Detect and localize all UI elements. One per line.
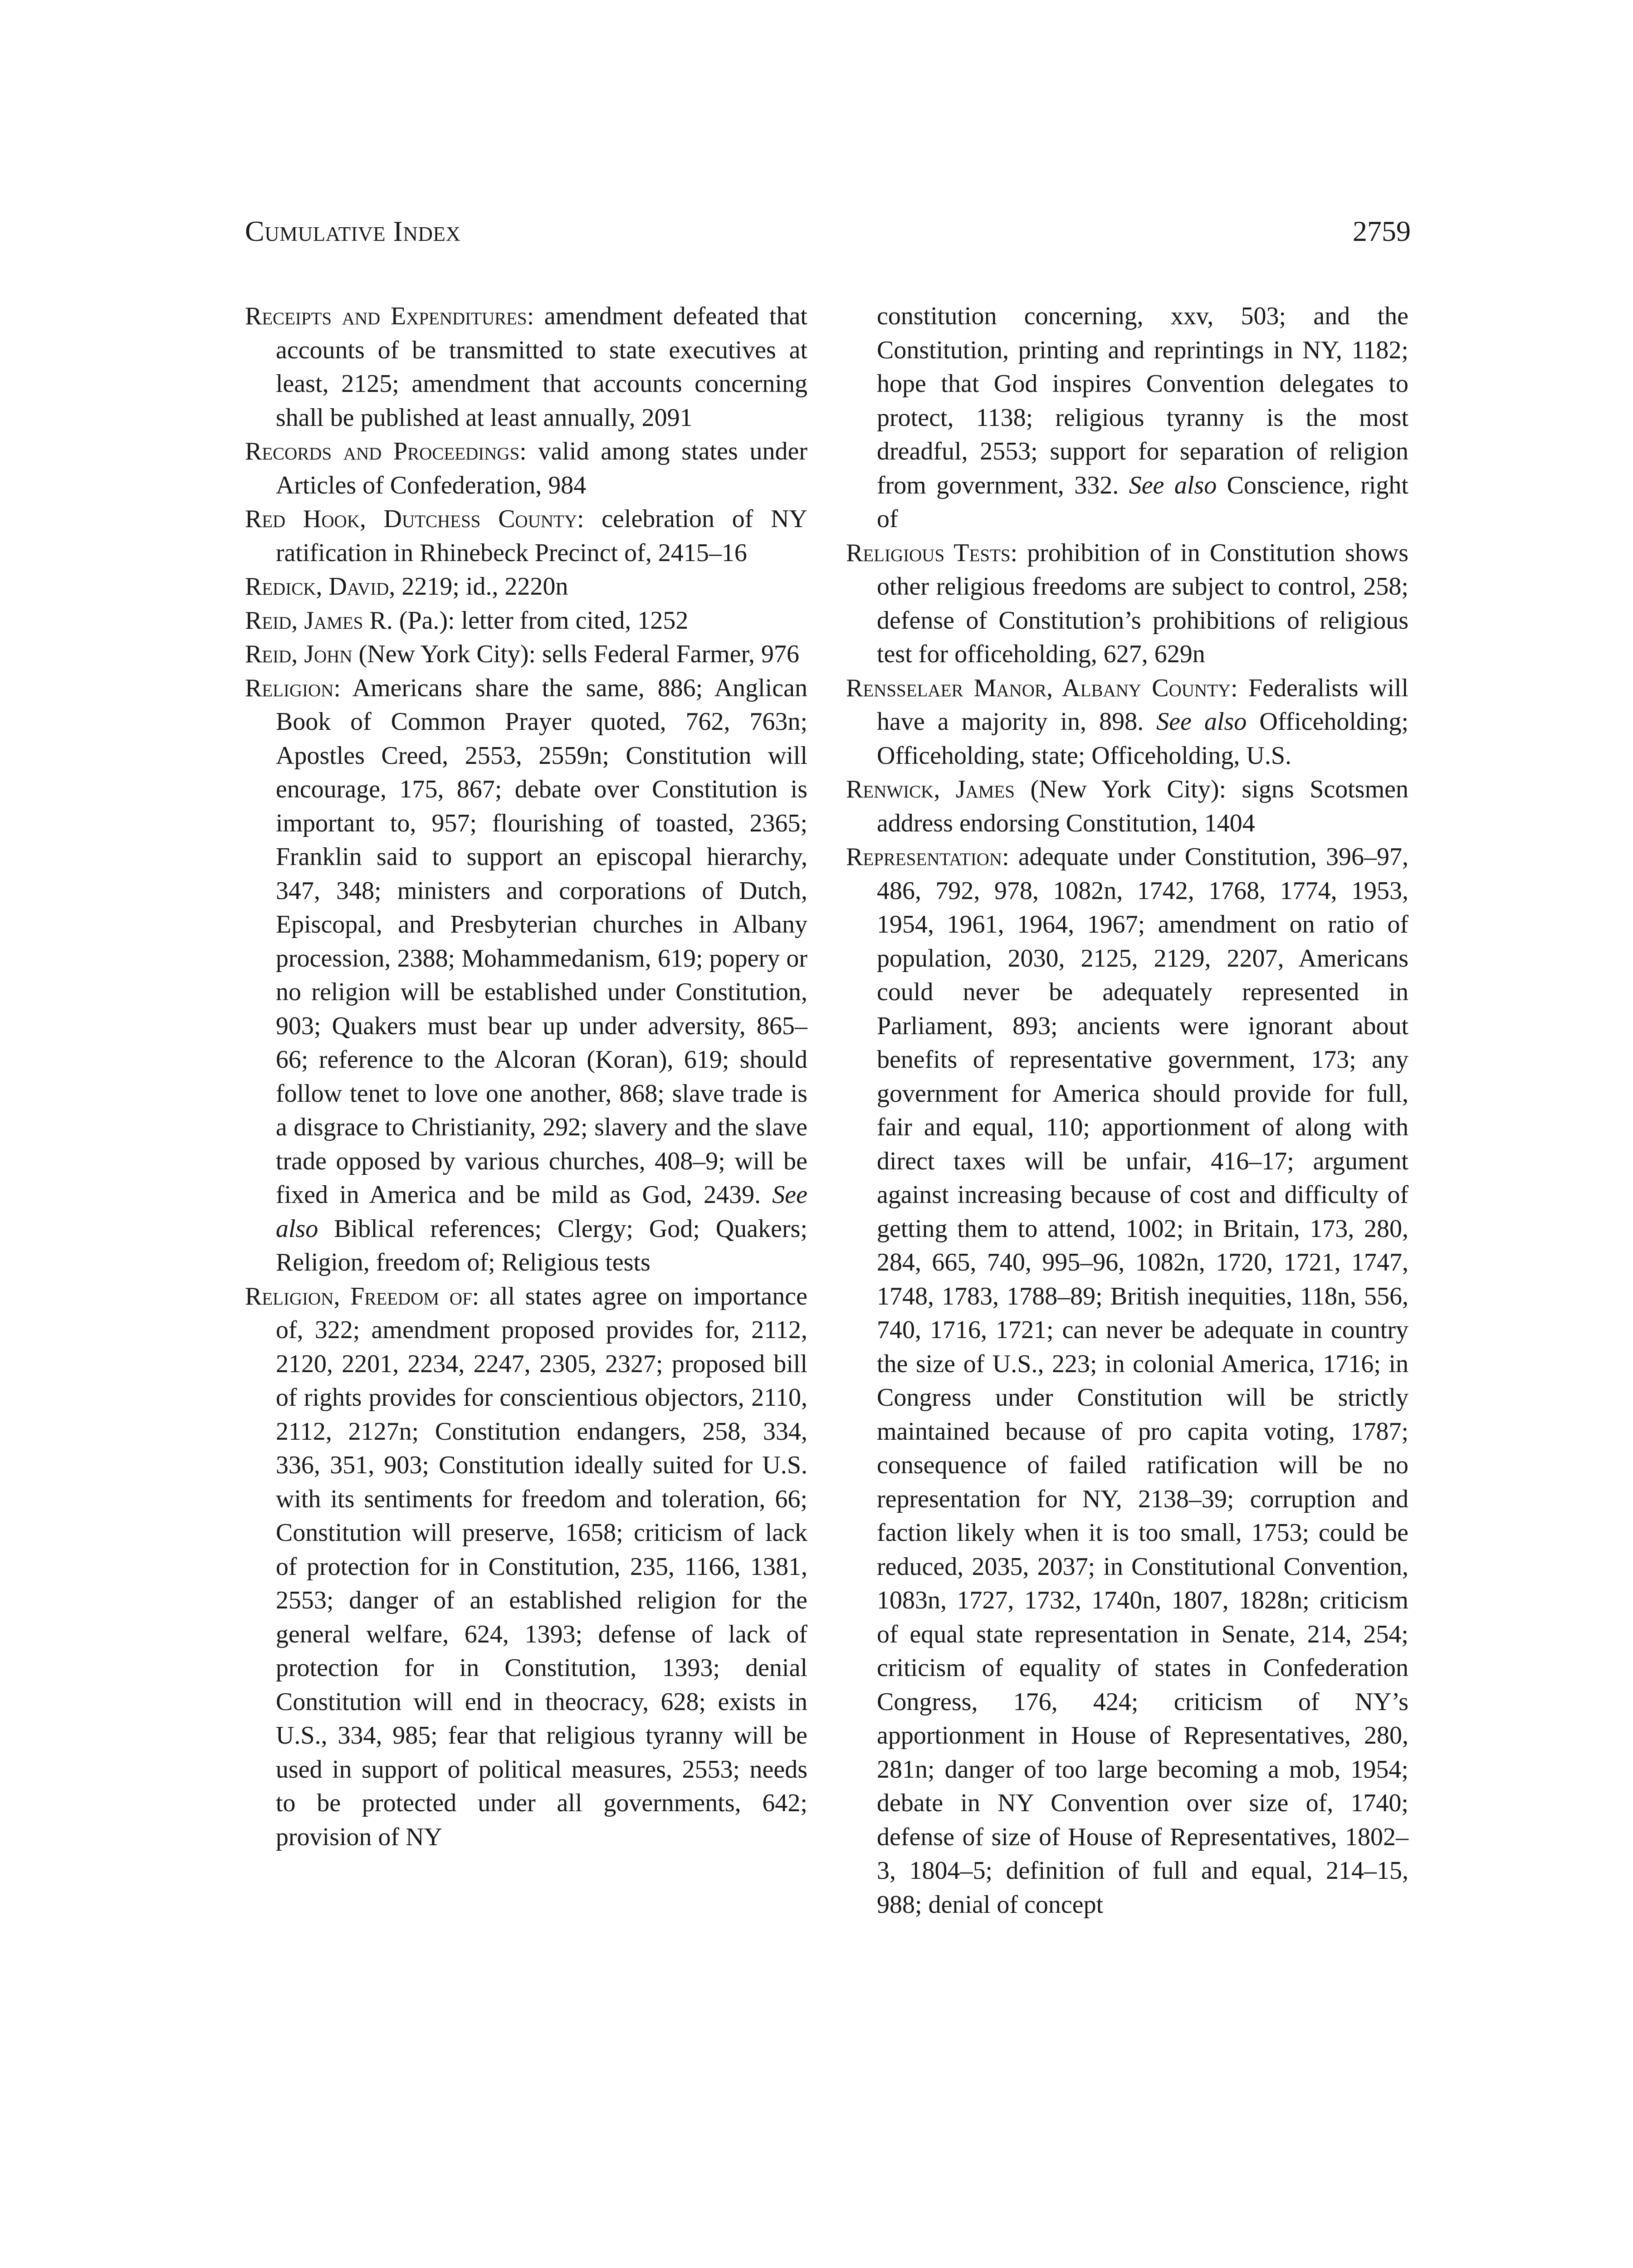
index-entry (245, 299, 807, 435)
entry-heading: Reid, James R. (245, 606, 393, 635)
entry-text: (Pa.): letter from cited, 1252 (392, 606, 689, 635)
entry-text: (New York City): sells Federal Farmer, 976 (352, 640, 800, 668)
entry-text: : Americans share the same, 886; Anglican Book of Common Prayer quoted, 762, 763n; Apostles Creed, 2553, 2559n; Constitution will encourage, 175, 867; debate over Constitution is important to, 957; flourishing of toasted, 2365; Franklin said to support an episcopal hierarchy, 347, 348; ministers and corporations of Dutch, Episcopal, and Presbyterian churches in Albany procession, 2388; Mohammedanism, 619; popery or no religion will be established under Constitution, 903; Quakers must bear up under adversity, 865–66; reference to the Alcoran (Koran), 619; should follow tenet to love one another, 868; slave trade is a disgrace to Christianity, 292; slavery and the slave trade opposed by various churches, 408–9; will be fixed in America and be mild as God, 2439. (276, 674, 807, 1209)
entry-text: : amendment defeated that accounts of be transmitted to state executives at least, 2125; amendment that accounts concerning shall be published at least annually, 2091 (276, 302, 807, 432)
entry-text: constitution concerning, xxv, 503; and the Constitution, printing and reprintings in NY, 1182; hope that God inspires Convention delegates to protect, 1138; religious tyranny is the most dreadful, 2553; support for separation of religion from government, 332. (877, 302, 1408, 499)
index-entry (245, 435, 807, 502)
entry-heading: Rensselaer Manor, Albany County (846, 674, 1231, 702)
entry-heading: Red Hook, Dutchess County (245, 505, 577, 533)
entry-heading: Renwick, James (846, 775, 1015, 803)
entry-heading: Religion (245, 674, 334, 702)
entry-heading: Religion, Freedom of (245, 1282, 472, 1310)
entry-heading: Religious Tests (846, 538, 1011, 567)
index-column-left (245, 299, 807, 1854)
entry-heading: Reid, John (245, 640, 352, 668)
see-also-label: See also (276, 1181, 807, 1243)
index-entry (846, 536, 1408, 671)
see-also-label: See also (1129, 471, 1217, 499)
index-entry (846, 840, 1408, 1921)
see-also-label: See also (1156, 708, 1247, 736)
index-entry (245, 1280, 807, 1854)
page-number: 2759 (1353, 215, 1411, 247)
index-entry-continued (846, 299, 1408, 536)
index-entry (245, 671, 807, 1280)
entry-text: : valid among states under Articles of Confederation, 984 (276, 437, 807, 499)
entry-heading: Records and Proceedings (245, 437, 520, 465)
entry-cross-references: Conscience, right of (877, 471, 1408, 533)
entry-heading: Redick, David (245, 572, 389, 601)
entry-text: , 2219; id., 2220n (389, 572, 568, 601)
entry-text: : all states agree on importance of, 322; amendment proposed provides for, 2112, 2120, 2201, 2234, 2247, 2305, 2327; proposed bill of rights provides for conscientious objectors, 2110, 2112, 2127n; Constitution endangers, 258, 334, 336, 351, 903; Constitution ideally suited for U.S. with its sentiments for freedom and toleration, 66; Constitution will preserve, 1658; criticism of lack of protection for in Constitution, 235, 1166, 1381, 2553; danger of an established religion for the general welfare, 624, 1393; defense of lack of protection for in Constitution, 1393; denial Constitution will end in theocracy, 628; exists in U.S., 334, 985; fear that religious tyranny will be used in support of political measures, 2553; needs to be protected under all governments, 642; provision of NY (276, 1282, 807, 1851)
entry-heading: Receipts and Expenditures (245, 302, 527, 330)
index-entry (846, 772, 1408, 840)
entry-text: : celebration of NY ratification in Rhinebeck Precinct of, 2415–16 (276, 505, 808, 567)
index-entry (846, 671, 1408, 773)
entry-cross-references: Biblical references; Clergy; God; Quakers; Religion, freedom of; Religious tests (276, 1214, 807, 1276)
index-entry (245, 570, 807, 604)
entry-text: : Federalists will have a majority in, 898. (877, 674, 1408, 736)
entry-cross-references: Officeholding; Officeholding, state; Officeholding, U.S. (877, 708, 1409, 770)
running-head: Cumulative Index (245, 215, 461, 247)
entry-heading: Representation (846, 843, 1002, 871)
entry-text: : prohibition of in Constitution shows other religious freedoms are subject to control, 258; defense of Constitution’s prohibitions of religious test for officeholding, 627, 629n (877, 538, 1408, 668)
index-entry (245, 604, 807, 638)
index-column-right (846, 299, 1408, 1921)
index-entry (245, 637, 807, 671)
index-entry (245, 502, 807, 570)
entry-text: : adequate under Constitution, 396–97, 486, 792, 978, 1082n, 1742, 1768, 1774, 1953, 1954, 1961, 1964, 1967; amendment on ratio of population, 2030, 2125, 2129, 2207, Americans could never be adequately represented in Parliament, 893; ancients were ignorant about benefits of representative government, 173; any government for America should provide for full, fair and equal, 110; apportionment of along with direct taxes will be unfair, 416–17; argument against increasing because of cost and difficulty of getting them to attend, 1002; in Britain, 173, 280, 284, 665, 740, 995–96, 1082n, 1720, 1721, 1747, 1748, 1783, 1788–89; British inequities, 118n, 556, 740, 1716, 1721; can never be adequate in country the size of U.S., 223; in colonial America, 1716; in Congress under Constitution will be strictly maintained because of pro capita voting, 1787; consequence of failed ratification will be no representation for NY, 2138–39; corruption and faction likely when it is too small, 1753; could be reduced, 2035, 2037; in Constitutional Convention, 1083n, 1727, 1732, 1740n, 1807, 1828n; criticism of equal state representation in Senate, 214, 254; criticism of equality of states in Confederation Congress, 176, 424; criticism of NY’s apportionment in House of Representatives, 280, 281n; danger of too large becoming a mob, 1954; debate in NY Convention over size of, 1740; defense of size of House of Representatives, 1802–3, 1804–5; definition of full and equal, 214–15, 988; denial of concept (877, 843, 1408, 1919)
entry-text: (New York City): signs Scotsmen address endorsing Constitution, 1404 (877, 775, 1408, 837)
